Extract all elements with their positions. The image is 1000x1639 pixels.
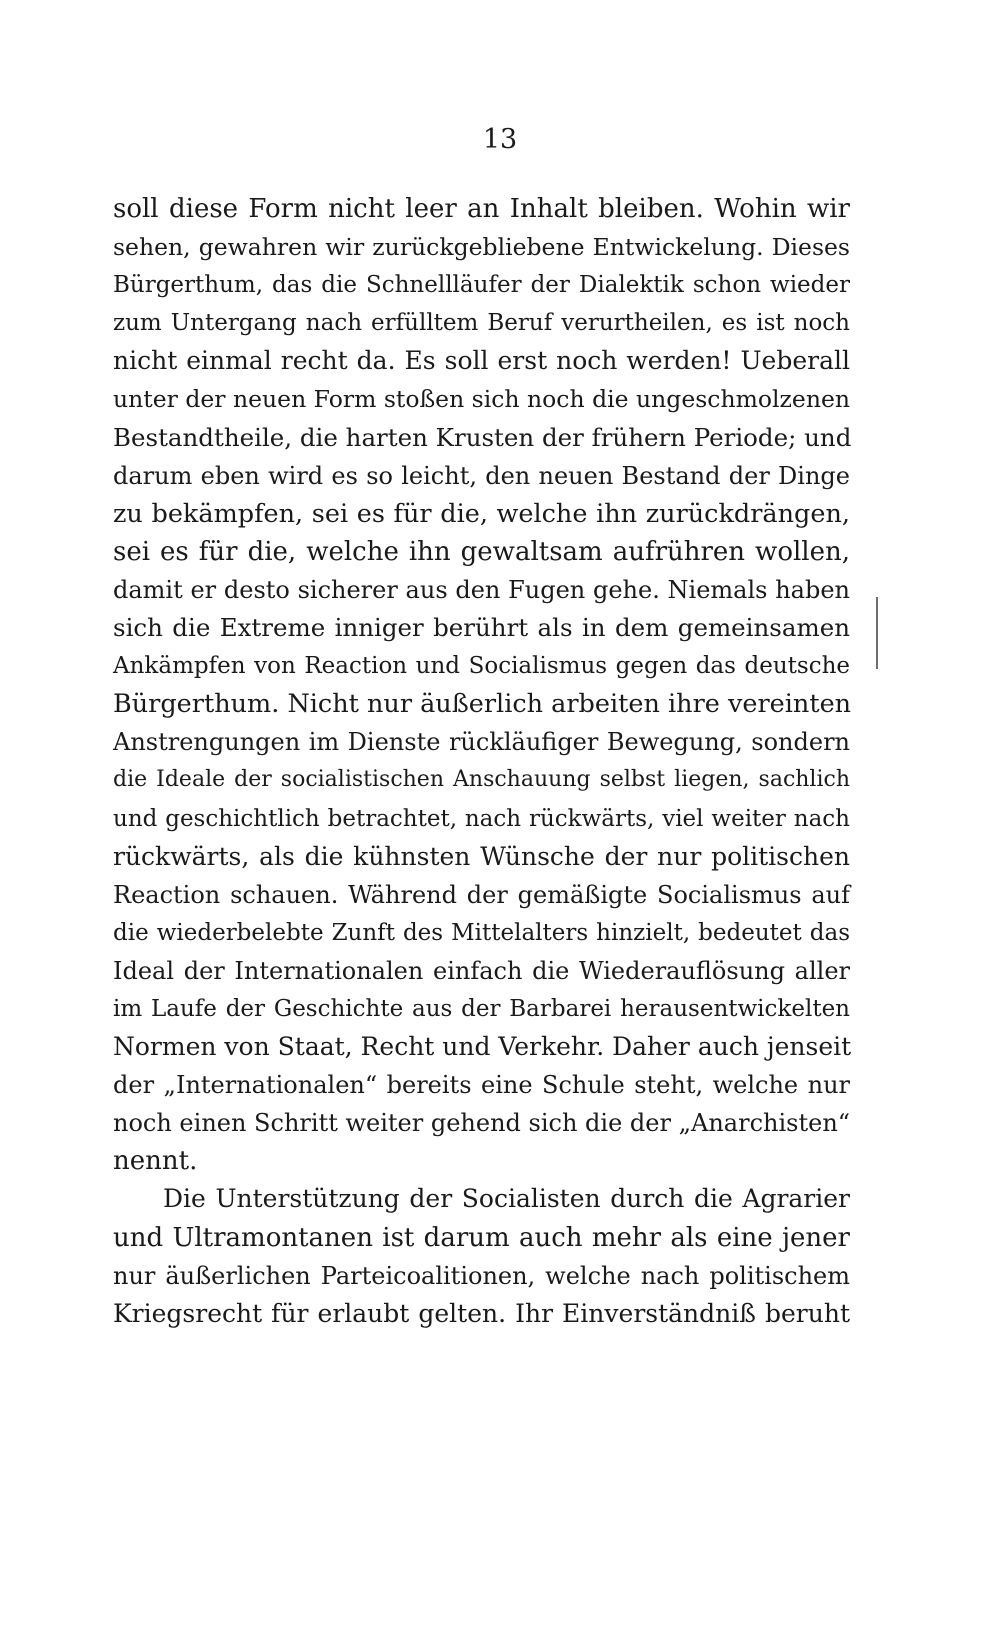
text-line: im Laufe der Geschichte aus der Barbarei herausentwickelten: [113, 995, 850, 1022]
text-line: und geschichtlich betrachtet, nach rückwärts, viel weiter nach: [113, 805, 850, 832]
text-line: soll diese Form nicht leer an Inhalt bleiben. Wohin wir: [113, 194, 850, 224]
text-line: rückwärts, als die kühnsten Wünsche der nur politischen: [113, 841, 850, 871]
text-line: darum eben wird es so leicht, den neuen Bestand der Dinge: [113, 461, 850, 490]
text-line: sei es für die, welche ihn gewaltsam aufrühren wollen,: [113, 536, 850, 567]
text-line: Ankämpfen von Reaction und Socialismus gegen das deutsche: [113, 653, 850, 680]
text-line: sehen, gewahren wir zurückgebliebene Entwickelung. Dieses: [113, 233, 850, 262]
text-line: sich die Extreme inniger berührt als in dem gemeinsamen: [113, 613, 850, 643]
body-text: [113, 190, 850, 1333]
text-line: unter der neuen Form stoßen sich noch die ungeschmolzenen: [113, 385, 851, 414]
text-line: zu bekämpfen, sei es für die, welche ihn zurückdrängen,: [113, 498, 850, 529]
page-number: 13: [482, 124, 518, 155]
text-line: nennt.: [113, 1146, 198, 1177]
text-line: Kriegsrecht für erlaubt gelten. Ihr Einverständniß beruht: [113, 1298, 850, 1328]
text-line: die wiederbelebte Zunft des Mittelalters hinzielt, bedeutet das: [113, 919, 850, 946]
text-line: Reaction schauen. Während der gemäßigte Socialismus auf: [113, 880, 850, 909]
text-line: zum Untergang nach erfülltem Beruf verurtheilen, es ist noch: [113, 310, 850, 337]
text-line: Ideal der Internationalen einfach die Wiederauflösung aller: [113, 956, 850, 985]
text-line: Bestandtheile, die harten Krusten der frühern Periode; und: [113, 422, 852, 452]
text-line: die Ideale der socialistischen Anschauung selbst liegen, sachlich: [113, 767, 850, 793]
text-line: nicht einmal recht da. Es soll erst noch werden! Ueberall: [113, 346, 850, 376]
margin-pencil-mark: [876, 597, 878, 669]
text-line: der „Internationalen“ bereits eine Schule steht, welche nur: [113, 1071, 850, 1100]
text-line: Anstrengungen im Dienste rückläufiger Bewegung, sondern: [113, 728, 850, 757]
text-line: Normen von Staat, Recht und Verkehr. Daher auch jenseit: [113, 1032, 852, 1062]
paragraph-first-line: Die Unterstützung der Socialisten durch die Agrarier: [163, 1184, 850, 1214]
text-line: damit er desto sicherer aus den Fugen gehe. Niemals haben: [113, 575, 850, 604]
text-line: Bürgerthum, das die Schnellläufer der Dialektik schon wieder: [113, 272, 850, 299]
text-line: Bürgerthum. Nicht nur äußerlich arbeiten ihre vereinten: [113, 689, 852, 720]
text-line: noch einen Schritt weiter gehend sich die der „Anarchisten“: [113, 1109, 851, 1138]
text-line: und Ultramontanen ist darum auch mehr als eine jener: [113, 1222, 850, 1253]
text-line: nur äußerlichen Parteicoalitionen, welche nach politischem: [113, 1261, 850, 1290]
